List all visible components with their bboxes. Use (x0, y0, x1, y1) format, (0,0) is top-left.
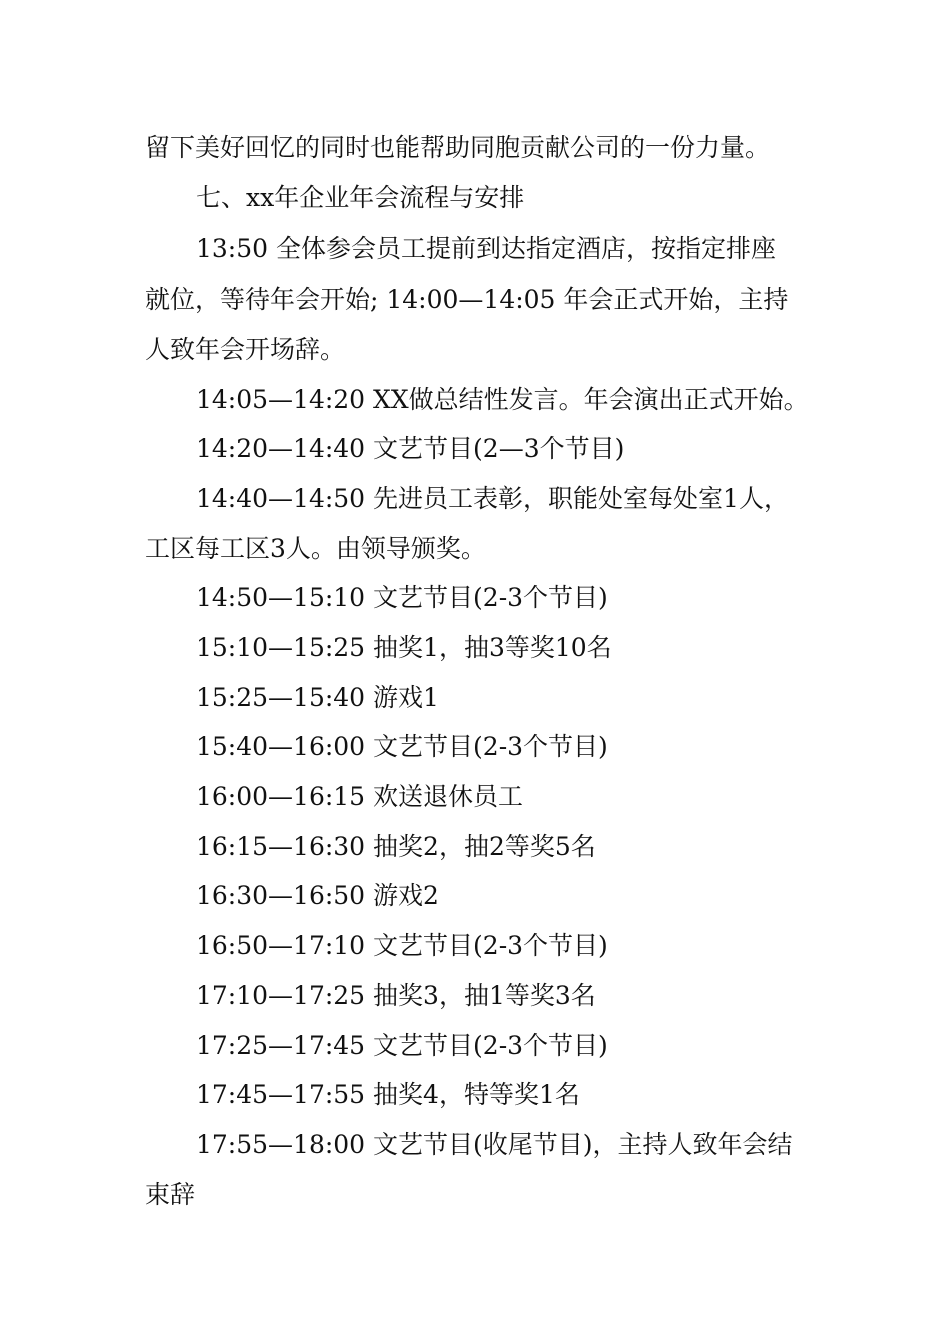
schedule-item: 16:00—16:15 欢送退休员工 (196, 782, 524, 811)
schedule-item: 17:10—17:25 抽奖3，抽1等奖3名 (196, 981, 596, 1010)
schedule-item: 17:55—18:00 文艺节目(收尾节目)，主持人致年会结 (196, 1130, 793, 1159)
schedule-item: 15:40—16:00 文艺节目(2-3个节目) (196, 732, 608, 761)
paragraph-line: 留下美好回忆的同时也能帮助同胞贡献公司的一份力量。 (145, 133, 771, 162)
paragraph-line: 13:50 全体参会员工提前到达指定酒店，按指定排座 (196, 234, 776, 263)
schedule-item: 16:30—16:50 游戏2 (196, 881, 439, 910)
schedule-item: 14:50—15:10 文艺节目(2-3个节目) (196, 583, 608, 612)
schedule-item: 14:05—14:20 XX做总结性发言。年会演出正式开始。 (196, 385, 809, 414)
schedule-item: 17:45—17:55 抽奖4，特等奖1名 (196, 1080, 580, 1109)
schedule-item: 14:40—14:50 先进员工表彰，职能处室每处室1人， (196, 484, 789, 513)
schedule-item: 15:10—15:25 抽奖1，抽3等奖10名 (196, 633, 612, 662)
paragraph-line: 束辞 (145, 1180, 196, 1209)
paragraph-line: 人致年会开场辞。 (145, 335, 346, 364)
schedule-item: 17:25—17:45 文艺节目(2-3个节目) (196, 1031, 608, 1060)
schedule-item: 15:25—15:40 游戏1 (196, 683, 439, 712)
section-heading: 七、xx年企业年会流程与安排 (196, 183, 525, 212)
schedule-item: 16:50—17:10 文艺节目(2-3个节目) (196, 931, 608, 960)
schedule-item: 14:20—14:40 文艺节目(2—3个节目) (196, 434, 625, 463)
paragraph-line: 就位，等待年会开始; 14:00—14:05 年会正式开始，主持 (145, 285, 789, 314)
schedule-item: 16:15—16:30 抽奖2，抽2等奖5名 (196, 832, 596, 861)
paragraph-line: 工区每工区3人。由领导颁奖。 (145, 534, 486, 563)
